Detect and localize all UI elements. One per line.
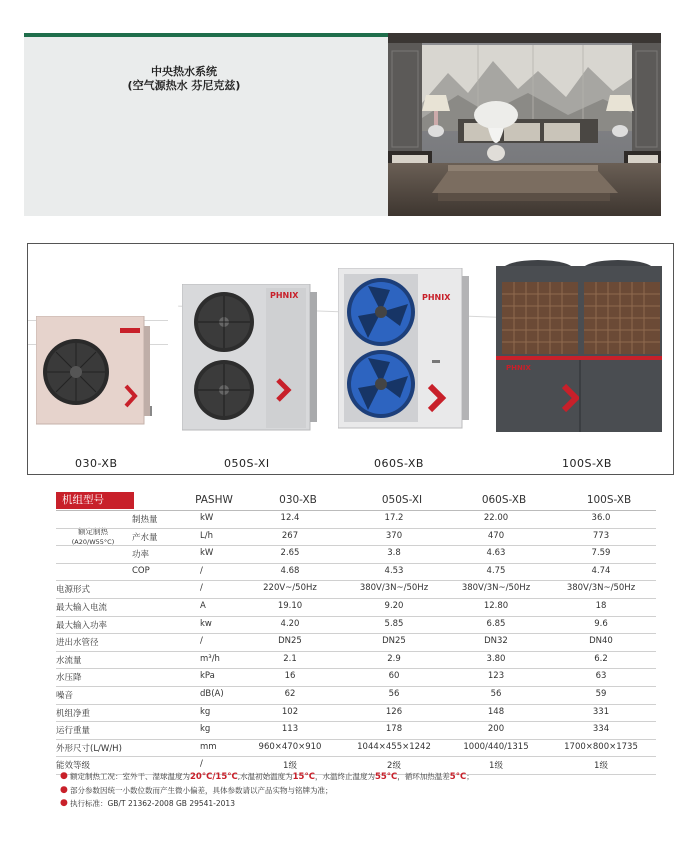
table-row bbox=[56, 722, 656, 740]
row-unit: mm bbox=[200, 741, 217, 752]
table-row bbox=[56, 634, 656, 652]
row-value: 4.20 bbox=[280, 618, 300, 629]
row-value: 62 bbox=[284, 688, 296, 699]
svg-text:PHNIX: PHNIX bbox=[506, 364, 531, 372]
row-value: 102 bbox=[281, 706, 299, 717]
row-value: 1044×455×1242 bbox=[357, 741, 431, 752]
table-row bbox=[56, 652, 656, 670]
product-label-100s-xb: 100S-XB bbox=[562, 457, 612, 470]
row-unit: kW bbox=[200, 513, 214, 523]
row-value: DN40 bbox=[589, 636, 613, 647]
row-value: 178 bbox=[385, 724, 403, 735]
row-value: 380V/3N~/50Hz bbox=[461, 583, 531, 594]
row-value: 36.0 bbox=[591, 513, 611, 523]
row-value: 1级 bbox=[489, 761, 503, 772]
row-value: 3.80 bbox=[486, 653, 506, 664]
row-value: 2.9 bbox=[387, 653, 401, 664]
row-value: 3.8 bbox=[387, 548, 401, 559]
row-value: 5.85 bbox=[384, 618, 404, 629]
spec-table bbox=[56, 492, 656, 775]
bullet-icon: ● bbox=[60, 771, 68, 781]
row-value: 126 bbox=[385, 706, 403, 717]
row-unit: kg bbox=[200, 724, 211, 735]
row-value: 4.74 bbox=[591, 565, 611, 576]
row-value: 773 bbox=[592, 530, 610, 541]
unit-030-xb-image bbox=[36, 316, 152, 428]
header-model-2: 050S-XI bbox=[381, 494, 423, 506]
row-value: 123 bbox=[487, 671, 505, 682]
row-label: 能效等级 bbox=[56, 761, 91, 772]
product-label-050s-xi: 050S-XI bbox=[224, 457, 270, 470]
header-pashw: PASHW bbox=[195, 494, 233, 506]
row-unit: / bbox=[200, 583, 203, 594]
banner-title-panel bbox=[24, 37, 388, 216]
table-row bbox=[56, 669, 656, 687]
row-label: 外形尺寸(L/W/H) bbox=[56, 743, 122, 754]
row-label: 机组净重 bbox=[56, 708, 91, 719]
row-value: 220V~/50Hz bbox=[263, 583, 317, 594]
row-value: 267 bbox=[281, 530, 299, 541]
row-value: DN25 bbox=[382, 636, 406, 647]
row-value: 12.80 bbox=[483, 600, 509, 611]
row-unit: / bbox=[200, 636, 203, 647]
table-row bbox=[56, 546, 656, 564]
table-row bbox=[56, 617, 656, 635]
row-value: 2.65 bbox=[280, 548, 300, 559]
row-value: 56 bbox=[388, 688, 400, 699]
row-value: 17.2 bbox=[384, 513, 404, 523]
row-label: 水压降 bbox=[56, 673, 82, 684]
unit-100s-xb-image bbox=[492, 256, 672, 432]
row-value: 334 bbox=[592, 724, 610, 735]
row-value: 9.20 bbox=[384, 600, 404, 611]
row-value: 148 bbox=[487, 706, 505, 717]
table-row bbox=[56, 581, 656, 599]
model-header-tag: 机组型号 bbox=[56, 492, 134, 509]
table-row bbox=[56, 511, 656, 529]
row-value: 9.6 bbox=[594, 618, 608, 629]
row-unit: / bbox=[200, 565, 203, 576]
row-value: 19.10 bbox=[277, 600, 303, 611]
row-value: 960×470×910 bbox=[258, 741, 322, 752]
row-value: 2级 bbox=[387, 761, 401, 772]
living-room-photo bbox=[388, 33, 661, 216]
banner-title bbox=[24, 65, 344, 93]
header-model-4: 100S-XB bbox=[586, 494, 632, 506]
footnote-deviation: ● 部分参数因统一小数位数而产生微小偏差，具体参数请以产品实物与铭牌为准； bbox=[60, 785, 333, 795]
row-label: 运行重量 bbox=[56, 726, 91, 737]
row-value: 331 bbox=[592, 706, 610, 717]
row-value: 6.85 bbox=[486, 618, 506, 629]
row-value: 2.1 bbox=[283, 653, 297, 664]
banner-title-line1: 中央热水系统 bbox=[151, 65, 217, 78]
row-value: 1级 bbox=[594, 761, 608, 772]
product-lineup-frame bbox=[27, 243, 674, 475]
row-value: 4.53 bbox=[384, 565, 404, 576]
table-row bbox=[56, 740, 656, 758]
spec-rows bbox=[56, 511, 656, 775]
row-value: 1000/440/1315 bbox=[463, 741, 529, 752]
brand-logo bbox=[120, 328, 140, 333]
row-value: 56 bbox=[490, 688, 502, 699]
row-value: DN25 bbox=[278, 636, 302, 647]
row-value: 6.2 bbox=[594, 653, 608, 664]
row-sublabel: 功率 bbox=[132, 550, 150, 561]
footnote-test-condition: ● 额定制热工况：室外干、湿球温度为20°C/15°C,水温初始温度为15°C，水温终止温度为55°C，循环加热温差5°C； bbox=[60, 771, 474, 782]
row-value: 12.4 bbox=[280, 513, 300, 523]
unit-050s-xi-image bbox=[182, 284, 318, 432]
row-value: 4.63 bbox=[486, 548, 506, 559]
row-unit: A bbox=[200, 600, 206, 611]
row-label: 最大输入电流 bbox=[56, 602, 108, 613]
row-label: 进出水管径 bbox=[56, 638, 99, 649]
row-unit: kg bbox=[200, 706, 211, 717]
row-sublabel: COP bbox=[132, 565, 150, 576]
header-model-1: 030-XB bbox=[279, 494, 317, 506]
row-value: 470 bbox=[487, 530, 505, 541]
row-label: 最大输入功率 bbox=[56, 620, 108, 631]
row-value: 60 bbox=[388, 671, 400, 682]
row-sublabel: 制热量 bbox=[132, 515, 158, 525]
svg-text:PHNIX: PHNIX bbox=[422, 293, 451, 302]
product-label-030-xb: 030-XB bbox=[75, 457, 118, 470]
rated-heating-label: 额定制热 bbox=[78, 527, 108, 536]
row-value: 7.59 bbox=[591, 548, 611, 559]
bullet-icon: ● bbox=[60, 785, 68, 795]
row-value: 4.68 bbox=[280, 565, 300, 576]
row-unit: L/h bbox=[200, 530, 213, 541]
row-label: 电源形式 bbox=[56, 585, 91, 596]
row-value: 380V/3N~/50Hz bbox=[359, 583, 429, 594]
table-row bbox=[56, 564, 656, 582]
svg-text:PHNIX: PHNIX bbox=[270, 291, 299, 300]
row-value: 200 bbox=[487, 724, 505, 735]
row-value: 380V/3N~/50Hz bbox=[566, 583, 636, 594]
row-value: 22.00 bbox=[483, 513, 509, 523]
row-value: 59 bbox=[595, 688, 607, 699]
row-label: 水流量 bbox=[56, 655, 82, 666]
table-row bbox=[56, 529, 656, 547]
rated-heating-condition: (A20/W55°C) bbox=[71, 538, 115, 546]
row-value: 113 bbox=[281, 724, 299, 735]
row-value: 16 bbox=[284, 671, 296, 682]
table-row bbox=[56, 687, 656, 705]
bullet-icon: ● bbox=[60, 798, 68, 808]
row-unit: kW bbox=[200, 548, 214, 559]
unit-060s-xb-image bbox=[338, 268, 470, 430]
row-value: 4.75 bbox=[486, 565, 506, 576]
banner-title-line2: (空气源热水 芬尼克兹) bbox=[127, 79, 241, 92]
row-value: 370 bbox=[385, 530, 403, 541]
row-value: 1级 bbox=[283, 761, 297, 772]
header-model-3: 060S-XB bbox=[481, 494, 527, 506]
row-label: 噪音 bbox=[56, 690, 74, 701]
row-unit: / bbox=[200, 759, 203, 770]
spec-table-header bbox=[56, 492, 656, 511]
footnote-standard: ● 执行标准：GB/T 21362-2008 GB 29541-2013 bbox=[60, 798, 235, 808]
footnotes bbox=[60, 770, 680, 810]
row-unit: kPa bbox=[200, 671, 215, 682]
row-sublabel: 产水量 bbox=[132, 532, 158, 543]
row-unit: m³/h bbox=[200, 653, 220, 664]
row-unit: dB(A) bbox=[200, 688, 224, 699]
row-value: 63 bbox=[595, 671, 607, 682]
table-row bbox=[56, 599, 656, 617]
product-label-060s-xb: 060S-XB bbox=[374, 457, 424, 470]
table-row bbox=[56, 705, 656, 723]
row-unit: kw bbox=[200, 618, 212, 629]
row-value: 18 bbox=[595, 600, 607, 611]
row-value: DN32 bbox=[484, 636, 508, 647]
row-value: 1700×800×1735 bbox=[564, 741, 638, 752]
